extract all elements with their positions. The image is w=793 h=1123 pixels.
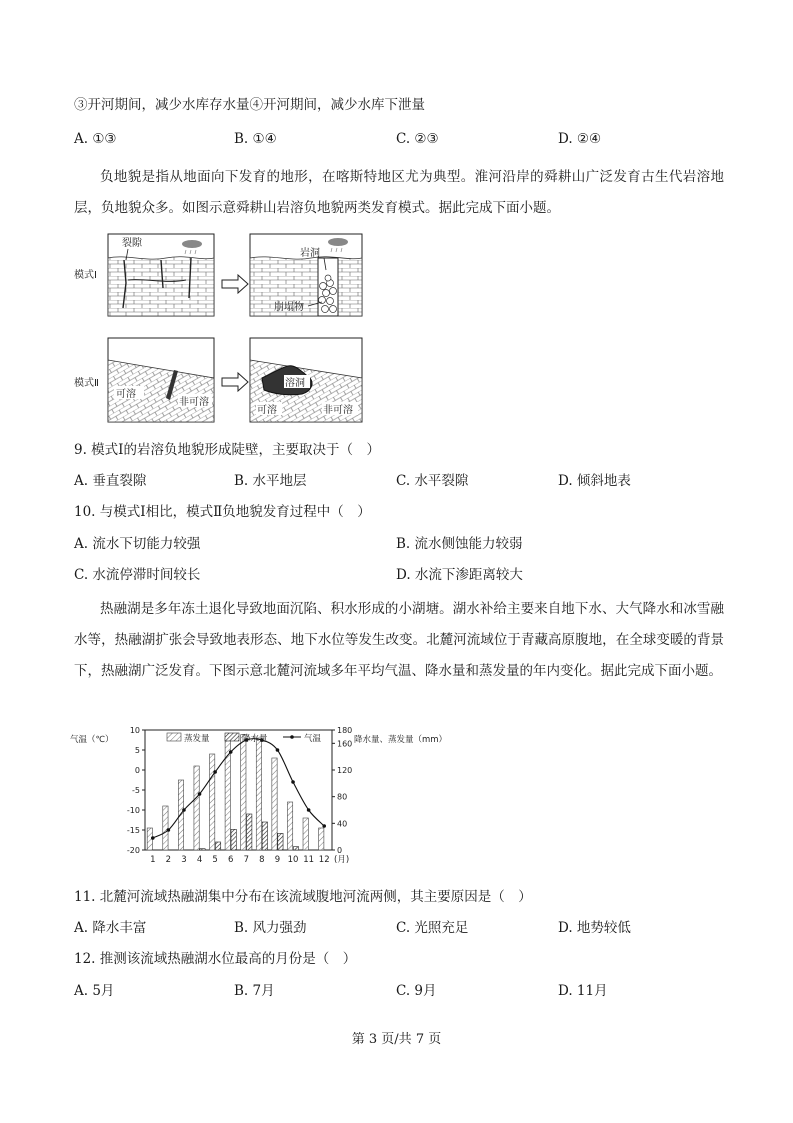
- evaporation-bar: [241, 735, 246, 850]
- x-tick-label: 7: [243, 855, 250, 865]
- q9-option-d[interactable]: D. 倾斜地表: [558, 473, 631, 489]
- temperature-point: [307, 808, 311, 812]
- question-12-stem: 12. 推测该流域热融湖水位最高的月份是（ ）: [74, 951, 357, 967]
- q8-option-b[interactable]: B. ①④: [234, 131, 277, 147]
- evaporation-bar: [178, 780, 183, 850]
- question-11-stem: 11. 北麓河流域热融湖集中分布在该流域腹地河流两侧，其主要原因是（ ）: [74, 889, 532, 905]
- q11-option-c[interactable]: C. 光照充足: [396, 920, 469, 936]
- q9-option-a[interactable]: A. 垂直裂隙: [74, 473, 147, 489]
- precipitation-bar: [293, 847, 298, 850]
- q11-option-b[interactable]: B. 风力强劲: [234, 920, 307, 936]
- rain-cloud-icon: [328, 238, 348, 246]
- evaporation-bar: [256, 738, 261, 850]
- crack-label: 裂隙: [122, 238, 142, 249]
- evaporation-bar: [303, 818, 308, 850]
- x-tick-label: 6: [227, 855, 234, 865]
- legend-evaporation-swatch: [167, 733, 181, 741]
- insoluble-label: 非可溶: [179, 397, 209, 408]
- left-tick-label: 10: [129, 726, 140, 735]
- x-tick-label: 11: [303, 855, 315, 865]
- x-tick-label: 5: [212, 855, 218, 865]
- x-tick-label: 2: [165, 855, 172, 865]
- temperature-point: [167, 828, 171, 832]
- q12-option-d[interactable]: D. 11月: [558, 983, 608, 999]
- precipitation-bar: [215, 842, 220, 850]
- x-tick-label: 12: [318, 855, 330, 865]
- legend-precipitation-swatch: [225, 733, 239, 741]
- left-tick-label: -15: [126, 826, 140, 835]
- evaporation-bar: [194, 766, 199, 850]
- right-tick-label: 80: [337, 792, 348, 802]
- evaporation-bar: [272, 758, 277, 850]
- right-tick-label: 120: [337, 766, 353, 775]
- x-tick-label: 3: [181, 855, 187, 865]
- right-tick-label: 40: [337, 819, 348, 829]
- karst-diagram: [66, 228, 366, 426]
- x-tick-label: 10: [287, 855, 299, 865]
- q11-option-a[interactable]: A. 降水丰富: [74, 920, 147, 936]
- q9-option-c[interactable]: C. 水平裂隙: [396, 473, 469, 489]
- x-tick-label: 1: [150, 855, 156, 865]
- legend-evaporation-label: 蒸发量: [184, 734, 210, 744]
- left-tick-label: 0: [134, 766, 140, 775]
- q9-option-b[interactable]: B. 水平地层: [234, 473, 307, 489]
- temperature-point: [291, 780, 295, 784]
- mode2-label: 模式Ⅱ: [74, 378, 99, 389]
- precipitation-bar: [200, 849, 205, 850]
- precipitation-bar: [262, 822, 267, 850]
- left-tick-label: -20: [126, 846, 140, 855]
- collapse-label: 崩塌物: [274, 302, 304, 313]
- q8-option-a[interactable]: A. ①③: [74, 131, 117, 147]
- evaporation-bar: [287, 802, 292, 850]
- q12-option-a[interactable]: A. 5月: [74, 983, 115, 999]
- x-tick-label: 9: [274, 855, 281, 865]
- evaporation-bar: [319, 828, 324, 850]
- precipitation-bar: [247, 814, 252, 850]
- q10-option-a[interactable]: A. 流水下切能力较强: [74, 536, 201, 552]
- right-tick-label: 180: [337, 726, 353, 735]
- q8-option-d[interactable]: D. ②④: [558, 131, 602, 147]
- left-axis-title: 气温（℃）: [70, 735, 114, 745]
- q12-option-b[interactable]: B. 7月: [234, 983, 275, 999]
- temperature-point: [276, 748, 280, 752]
- arrow-icon: [222, 373, 248, 391]
- left-tick-label: 5: [134, 746, 140, 755]
- question-9-stem: 9. 模式Ⅰ的岩溶负地貌形成陡壁，主要取决于（ ）: [74, 442, 381, 458]
- x-tick-label: 8: [259, 855, 265, 865]
- right-axis-title: 降水量、蒸发量（mm）: [354, 735, 448, 745]
- precipitation-bar: [231, 829, 236, 850]
- temperature-point: [182, 808, 186, 812]
- temperature-point: [229, 750, 233, 754]
- dissolved-cave-label: 溶洞: [285, 378, 305, 389]
- temperature-point: [322, 824, 326, 828]
- question-8-stem-tail: ③开河期间，减少水库存水量④开河期间，减少水库下泄量: [74, 97, 425, 113]
- q12-option-c[interactable]: C. 9月: [396, 983, 437, 999]
- left-tick-label: -10: [126, 806, 140, 815]
- evaporation-bar: [210, 754, 215, 850]
- cave-label: 岩洞: [300, 248, 320, 259]
- q8-option-c[interactable]: C. ②③: [396, 131, 439, 147]
- q10-option-c[interactable]: C. 水流停滞时间较长: [74, 567, 201, 583]
- insoluble-label-2: 非可溶: [323, 405, 353, 416]
- legend-temperature-label: 气温: [304, 734, 322, 744]
- right-tick-label: 0: [337, 846, 343, 855]
- x-axis-title: (月): [334, 855, 350, 865]
- thaw-lake-intro-paragraph: 热融湖是多年冻土退化导致地面沉陷、积水形成的小湖塘。湖水补给主要来自地下水、大气降水和冰雪融水等，热融湖扩张会导致地表形态、地下水位等发生改变。北麓河流域位于青藏高原腹地，在全球变暖的背景下，热融湖广泛发育。下图示意北麓河流域多年平均气温、降水量和蒸发量的年内变化。据此完成下面小题。: [74, 601, 724, 679]
- temperature-point: [198, 792, 202, 796]
- soluble-label-2: 可溶: [257, 405, 277, 416]
- temperature-point: [213, 770, 217, 774]
- mode1-label: 模式Ⅰ: [74, 270, 97, 281]
- precipitation-bar: [278, 833, 283, 850]
- karst-intro-paragraph: 负地貌是指从地面向下发育的地形，在喀斯特地区尤为典型。淮河沿岸的舜耕山广泛发育古生代岩溶地层，负地貌众多。如图示意舜耕山岩溶负地貌两类发育模式。据此完成下面小题。: [74, 169, 724, 216]
- temperature-point: [151, 836, 155, 840]
- arrow-icon: [222, 275, 248, 293]
- q10-option-d[interactable]: D. 水流下渗距离较大: [396, 567, 523, 583]
- x-tick-label: 4: [196, 855, 203, 865]
- right-tick-label: 160: [337, 739, 353, 749]
- q11-option-d[interactable]: D. 地势较低: [558, 920, 631, 936]
- evaporation-bar: [163, 806, 168, 850]
- q10-option-b[interactable]: B. 流水侧蚀能力较弱: [396, 536, 523, 552]
- legend-temperature-point: [290, 735, 294, 739]
- page-number: 第 3 页/共 7 页: [351, 1032, 442, 1047]
- soluble-label: 可溶: [116, 389, 136, 400]
- rain-cloud-icon: [182, 240, 202, 248]
- legend-precipitation-label: 降水量: [242, 734, 268, 744]
- left-tick-label: -5: [132, 786, 140, 795]
- climate-chart: [70, 722, 470, 872]
- question-10-stem: 10. 与模式Ⅰ相比，模式Ⅱ负地貌发育过程中（ ）: [74, 504, 371, 520]
